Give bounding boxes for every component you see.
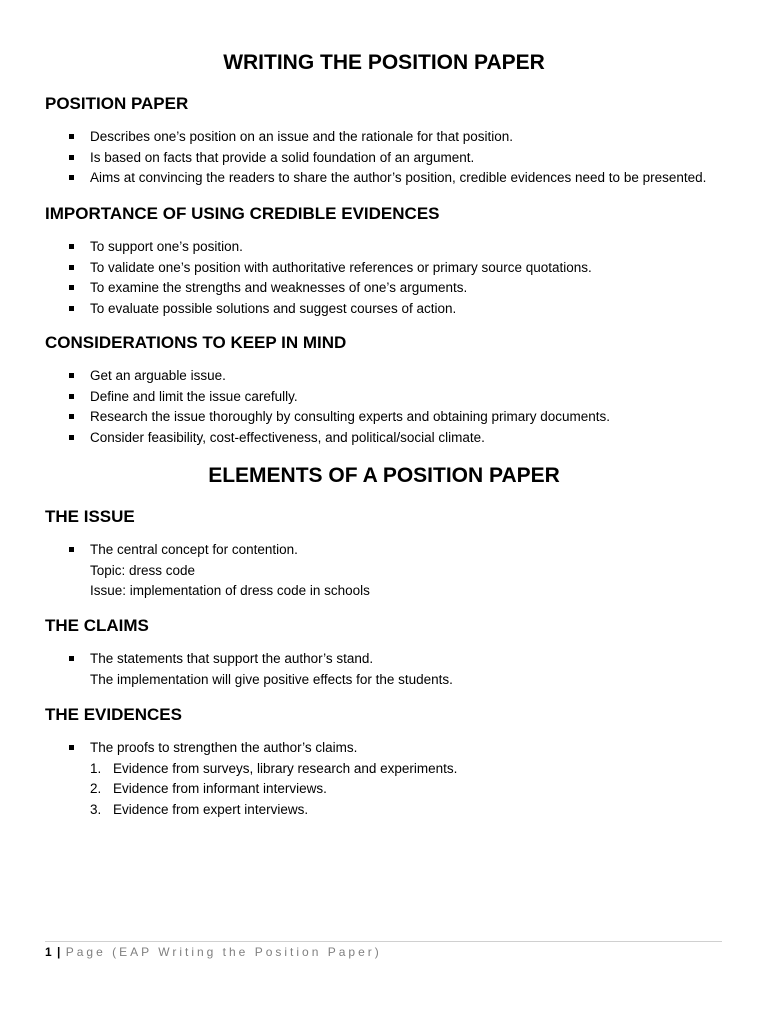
numbered-item: 3. Evidence from expert interviews. [90,801,309,817]
footer-divider [45,941,722,942]
list-item: Research the issue thoroughly by consulting experts and obtaining primary documents. [66,407,610,428]
list-item: To evaluate possible solutions and suggest courses of action. [66,299,592,320]
credible-evidences-list [66,237,592,319]
considerations-list [66,366,610,448]
list-item: The proofs to strengthen the author’s claims. 1. Evidence from surveys, library research and experiments. 2. Evidence from informant interviews. 3. Evidence from expert interviews. [66,738,457,820]
footer-separator: | [57,945,61,959]
square-bullet-icon [69,155,74,160]
numbered-item: 1. Evidence from surveys, library research and experiments. [90,760,458,776]
evidences-list [66,738,457,820]
list-item: Define and limit the issue carefully. [66,387,610,408]
square-bullet-icon [69,373,74,378]
issue-list [66,540,370,602]
elements-title: ELEMENTS OF A POSITION PAPER [208,464,560,487]
section-heading-credible-evidences: IMPORTANCE OF USING CREDIBLE EVIDENCES [45,204,440,223]
section-heading-evidences: THE EVIDENCES [45,705,182,724]
footer-text: Page (EAP Writing the Position Paper) [65,945,382,959]
list-item: Is based on facts that provide a solid foundation of an argument. [66,148,706,169]
list-item: Aims at convincing the readers to share the author’s position, credible evidences need to be presented. [66,168,706,189]
square-bullet-icon [69,134,74,139]
square-bullet-icon [69,265,74,270]
section-heading-claims: THE CLAIMS [45,616,149,635]
square-bullet-icon [69,656,74,661]
square-bullet-icon [69,435,74,440]
square-bullet-icon [69,414,74,419]
list-item: Get an arguable issue. [66,366,610,387]
list-item: Describes one’s position on an issue and the rationale for that position. [66,127,706,148]
claims-list [66,649,453,690]
page-footer [45,944,382,960]
square-bullet-icon [69,306,74,311]
square-bullet-icon [69,175,74,180]
square-bullet-icon [69,285,74,290]
list-item: To support one’s position. [66,237,592,258]
list-item: To examine the strengths and weaknesses of one’s arguments. [66,278,592,299]
list-item: Consider feasibility, cost-effectiveness, and political/social climate. [66,428,610,449]
position-paper-list [66,127,706,189]
square-bullet-icon [69,547,74,552]
section-heading-position-paper: POSITION PAPER [45,94,189,113]
list-item: The central concept for contention. Topic: dress code Issue: implementation of dress code in schools [66,540,370,602]
section-heading-issue: THE ISSUE [45,507,135,526]
square-bullet-icon [69,745,74,750]
list-item: The statements that support the author’s stand. The implementation will give positive effects for the students. [66,649,453,690]
list-item: To validate one’s position with authoritative references or primary source quotations. [66,258,592,279]
page-title: WRITING THE POSITION PAPER [223,51,545,74]
square-bullet-icon [69,394,74,399]
page-number: 1 [45,945,52,959]
square-bullet-icon [69,244,74,249]
evidences-numbered-list [90,759,457,821]
numbered-item: 2. Evidence from informant interviews. [90,781,327,796]
section-heading-considerations: CONSIDERATIONS TO KEEP IN MIND [45,333,347,352]
